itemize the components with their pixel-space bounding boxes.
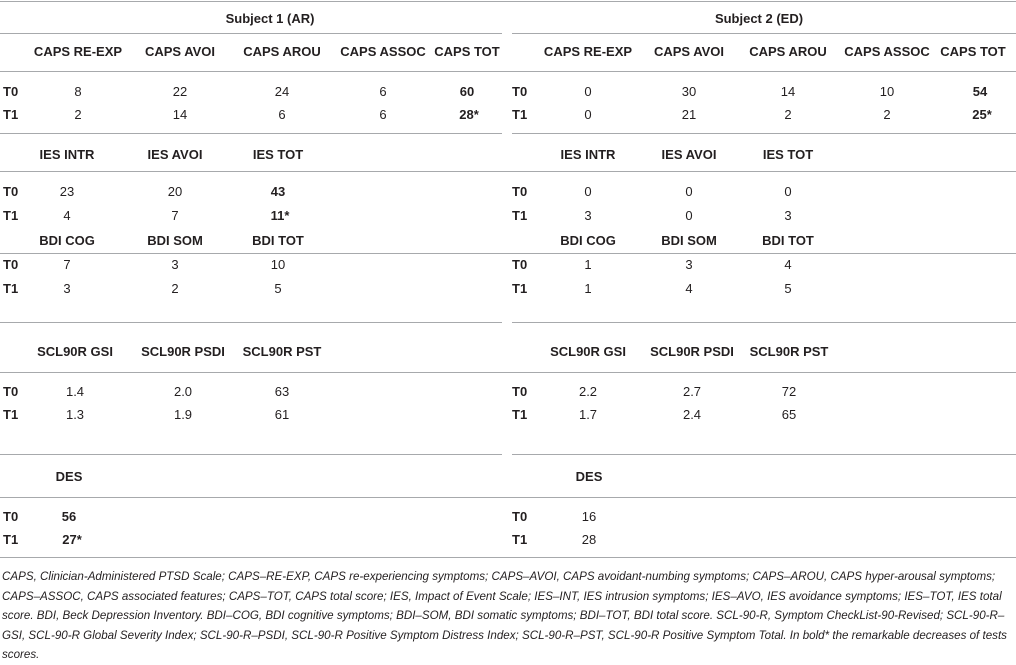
value-cell: 54 [972, 84, 988, 99]
value-cell: 3 [171, 257, 179, 272]
caps-header: CAPS AROU [749, 44, 827, 59]
row-label: T0 [3, 184, 19, 199]
ies-header: IES AVOI [661, 147, 717, 162]
row-label: T0 [512, 84, 528, 99]
divider [512, 454, 1016, 455]
row-label: T1 [3, 208, 19, 223]
ies-header: IES TOT [252, 147, 304, 162]
row-label: T0 [512, 384, 528, 399]
value-cell: 0 [685, 184, 693, 199]
value-cell: 16 [581, 509, 597, 524]
bdi-header: BDI SOM [661, 233, 717, 248]
row-label: T0 [3, 509, 19, 524]
value-cell: 2.2 [578, 384, 598, 399]
value-cell: 22 [172, 84, 188, 99]
value-cell: 8 [74, 84, 82, 99]
row-label: T1 [512, 532, 528, 547]
caps-header: CAPS ASSOC [340, 44, 426, 59]
value-cell: 28 [581, 532, 597, 547]
divider [0, 497, 1016, 498]
row-label: T1 [512, 407, 528, 422]
row-label: T0 [512, 509, 528, 524]
value-cell: 5 [274, 281, 282, 296]
row-label: T1 [3, 532, 19, 547]
row-label: T1 [512, 281, 528, 296]
row-label: T0 [3, 257, 19, 272]
value-cell: 4 [784, 257, 792, 272]
value-cell: 20 [167, 184, 183, 199]
value-cell: 56 [61, 509, 77, 524]
value-cell: 6 [278, 107, 286, 122]
divider [0, 322, 502, 323]
value-cell: 3 [584, 208, 592, 223]
value-cell: 24 [274, 84, 290, 99]
bdi-header: BDI SOM [147, 233, 203, 248]
caps-header: CAPS AROU [243, 44, 321, 59]
value-cell: 4 [685, 281, 693, 296]
divider [0, 33, 502, 34]
value-cell: 2.4 [682, 407, 702, 422]
caps-header: CAPS RE-EXP [33, 44, 123, 59]
bdi-header: BDI COG [560, 233, 616, 248]
value-cell: 6 [379, 107, 387, 122]
value-cell: 2.7 [682, 384, 702, 399]
divider [0, 557, 1016, 558]
value-cell: 60 [459, 84, 475, 99]
row-label: T0 [512, 257, 528, 272]
row-label: T0 [512, 184, 528, 199]
value-cell: 27* [62, 532, 82, 547]
ies-header: IES TOT [762, 147, 814, 162]
value-cell: 3 [63, 281, 71, 296]
scl-header: SCL90R GSI [550, 344, 626, 359]
caps-header: CAPS AVOI [653, 44, 725, 59]
value-cell: 3 [685, 257, 693, 272]
value-cell: 0 [584, 84, 592, 99]
value-cell: 2 [883, 107, 891, 122]
divider [0, 133, 502, 134]
value-cell: 1.3 [65, 407, 85, 422]
row-label: T0 [3, 384, 19, 399]
divider [512, 322, 1016, 323]
value-cell: 28* [459, 107, 479, 122]
value-cell: 7 [63, 257, 71, 272]
ies-header: IES INTR [560, 147, 616, 162]
caps-header: CAPS TOT [940, 44, 1006, 59]
subject-1-header: Subject 1 (AR) [225, 11, 315, 26]
value-cell: 7 [171, 208, 179, 223]
value-cell: 0 [784, 184, 792, 199]
scl-header: SCL90R PSDI [650, 344, 734, 359]
value-cell: 2 [784, 107, 792, 122]
value-cell: 14 [780, 84, 796, 99]
des-header: DES [55, 469, 83, 484]
value-cell: 43 [270, 184, 286, 199]
value-cell: 6 [379, 84, 387, 99]
bdi-header: BDI TOT [252, 233, 304, 248]
value-cell: 25* [972, 107, 992, 122]
caps-header: CAPS ASSOC [844, 44, 930, 59]
value-cell: 0 [584, 107, 592, 122]
value-cell: 1.4 [65, 384, 85, 399]
value-cell: 5 [784, 281, 792, 296]
value-cell: 2 [171, 281, 179, 296]
value-cell: 21 [681, 107, 697, 122]
bdi-header: BDI COG [39, 233, 95, 248]
row-label: T1 [3, 281, 19, 296]
value-cell: 65 [781, 407, 797, 422]
scl-header: SCL90R PST [749, 344, 829, 359]
table-footnote: CAPS, Clinician-Administered PTSD Scale; CAPS–RE-EXP, CAPS re-experiencing symptoms; CAPS–AVOI, CAPS avoidant-numbing symptoms; CAPS–AROU, CAPS hyper-arousal symptoms; CAPS–ASSOC, CAPS associated features; CAPS–TOT, CAPS total score; IES, Impact of Event Scale; IES–INT, IES intrusion symptoms; IES–AVO, IES avoidance symptoms; IES–TOT, IES total score. BDI, Beck Depression Inventory. BDI–COG, BDI cognitive symptoms; BDI–SOM, BDI somatic symptoms; BDI–TOT, BDI total score. SCL-90-R, Symptom CheckList-90-Revised; SCL-90-R–GSI, SCL-90-R Global Severity Index; SCL-90-R–PSDI, SCL-90-R Positive Symptom Distress Index; SCL-90-R–PST, SCL-90-R Positive Symptom Total. In bold* the remarkable decreases of tests scores. [2, 570, 1007, 661]
value-cell: 0 [685, 208, 693, 223]
divider [512, 133, 1016, 134]
caps-header: CAPS RE-EXP [543, 44, 633, 59]
divider [512, 33, 1016, 34]
ies-header: IES AVOI [147, 147, 203, 162]
value-cell: 10 [270, 257, 286, 272]
value-cell: 2 [74, 107, 82, 122]
value-cell: 3 [784, 208, 792, 223]
scl-header: SCL90R PST [242, 344, 322, 359]
bdi-header: BDI TOT [762, 233, 814, 248]
value-cell: 4 [63, 208, 71, 223]
value-cell: 30 [681, 84, 697, 99]
value-cell: 10 [879, 84, 895, 99]
row-label: T1 [3, 107, 19, 122]
value-cell: 1 [584, 281, 592, 296]
value-cell: 72 [781, 384, 797, 399]
value-cell: 63 [274, 384, 290, 399]
value-cell: 14 [172, 107, 188, 122]
divider [0, 1, 1016, 2]
divider [0, 171, 1016, 172]
value-cell: 1.7 [578, 407, 598, 422]
value-cell: 23 [59, 184, 75, 199]
row-label: T0 [3, 84, 19, 99]
subject-2-header: Subject 2 (ED) [714, 11, 804, 26]
value-cell: 2.0 [173, 384, 193, 399]
row-label: T1 [512, 107, 528, 122]
ies-header: IES INTR [39, 147, 95, 162]
des-header: DES [575, 469, 603, 484]
caps-header: CAPS AVOI [144, 44, 216, 59]
row-label: T1 [512, 208, 528, 223]
divider [0, 454, 502, 455]
caps-header: CAPS TOT [434, 44, 500, 59]
value-cell: 1.9 [173, 407, 193, 422]
value-cell: 1 [584, 257, 592, 272]
value-cell: 11* [270, 208, 290, 223]
divider [0, 253, 1016, 254]
value-cell: 61 [274, 407, 290, 422]
scl-header: SCL90R PSDI [141, 344, 225, 359]
divider [0, 372, 1016, 373]
divider [0, 71, 1016, 72]
row-label: T1 [3, 407, 19, 422]
value-cell: 0 [584, 184, 592, 199]
scl-header: SCL90R GSI [37, 344, 113, 359]
